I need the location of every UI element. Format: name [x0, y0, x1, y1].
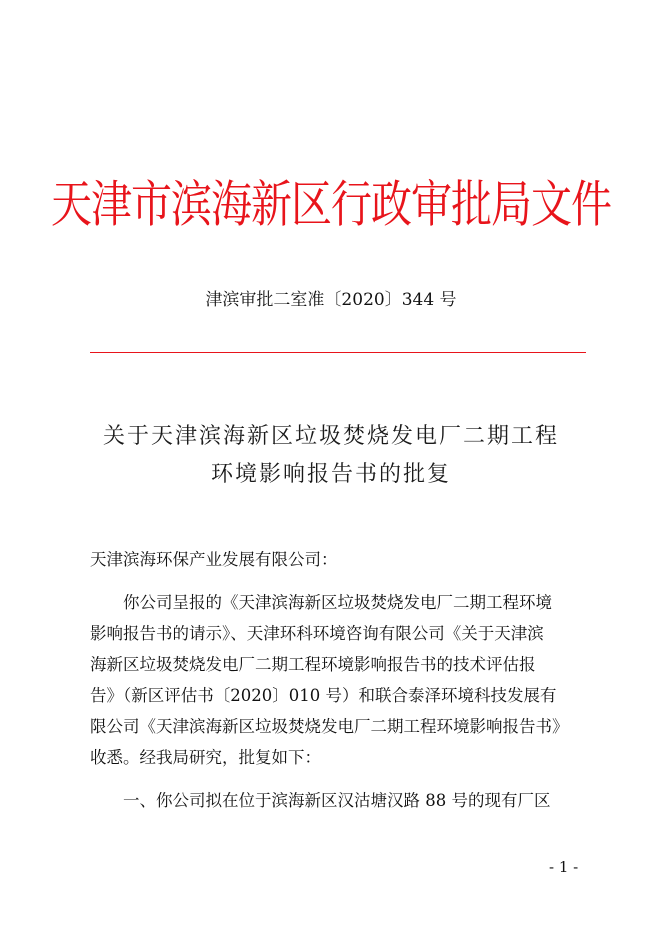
paragraph-1-line: 限公司《天津滨海新区垃圾焚烧发电厂二期工程环境影响报告书》: [90, 717, 569, 736]
document-subject: [0, 418, 662, 494]
issuing-authority-header: 天津市滨海新区行政审批局文件: [51, 175, 611, 234]
paragraph-1: [90, 587, 586, 773]
document-number: 津滨审批二室准〔2020〕344 号: [205, 290, 457, 310]
paragraph-1-line: 海新区垃圾焚烧发电厂二期工程环境影响报告书的技术评估报: [90, 655, 536, 674]
subject-line-2: 环境影响报告书的批复: [210, 462, 451, 487]
subject-line-1: 关于天津滨海新区垃圾焚烧发电厂二期工程: [102, 424, 559, 449]
addressee: 天津滨海环保产业发展有限公司：: [90, 550, 338, 569]
paragraph-2-line: 一、你公司拟在位于滨海新区汉沽塘汉路 88 号的现有厂区: [90, 791, 551, 810]
document-body: [90, 544, 586, 816]
paragraph-1-line: 你公司呈报的《天津滨海新区垃圾焚烧发电厂二期工程环境: [90, 593, 552, 612]
red-separator-line: [90, 352, 586, 353]
paragraph-2: [90, 785, 586, 816]
paragraph-1-line: 影响报告书的请示》、天津环科环境咨询有限公司《关于天津滨: [90, 624, 544, 643]
page-number: - 1 -: [549, 858, 579, 876]
paragraph-1-line: 收悉。经我局研究，批复如下：: [90, 748, 321, 767]
paragraph-1-line: 告》（新区评估书〔2020〕010 号）和联合泰泽环境科技发展有: [90, 686, 557, 705]
